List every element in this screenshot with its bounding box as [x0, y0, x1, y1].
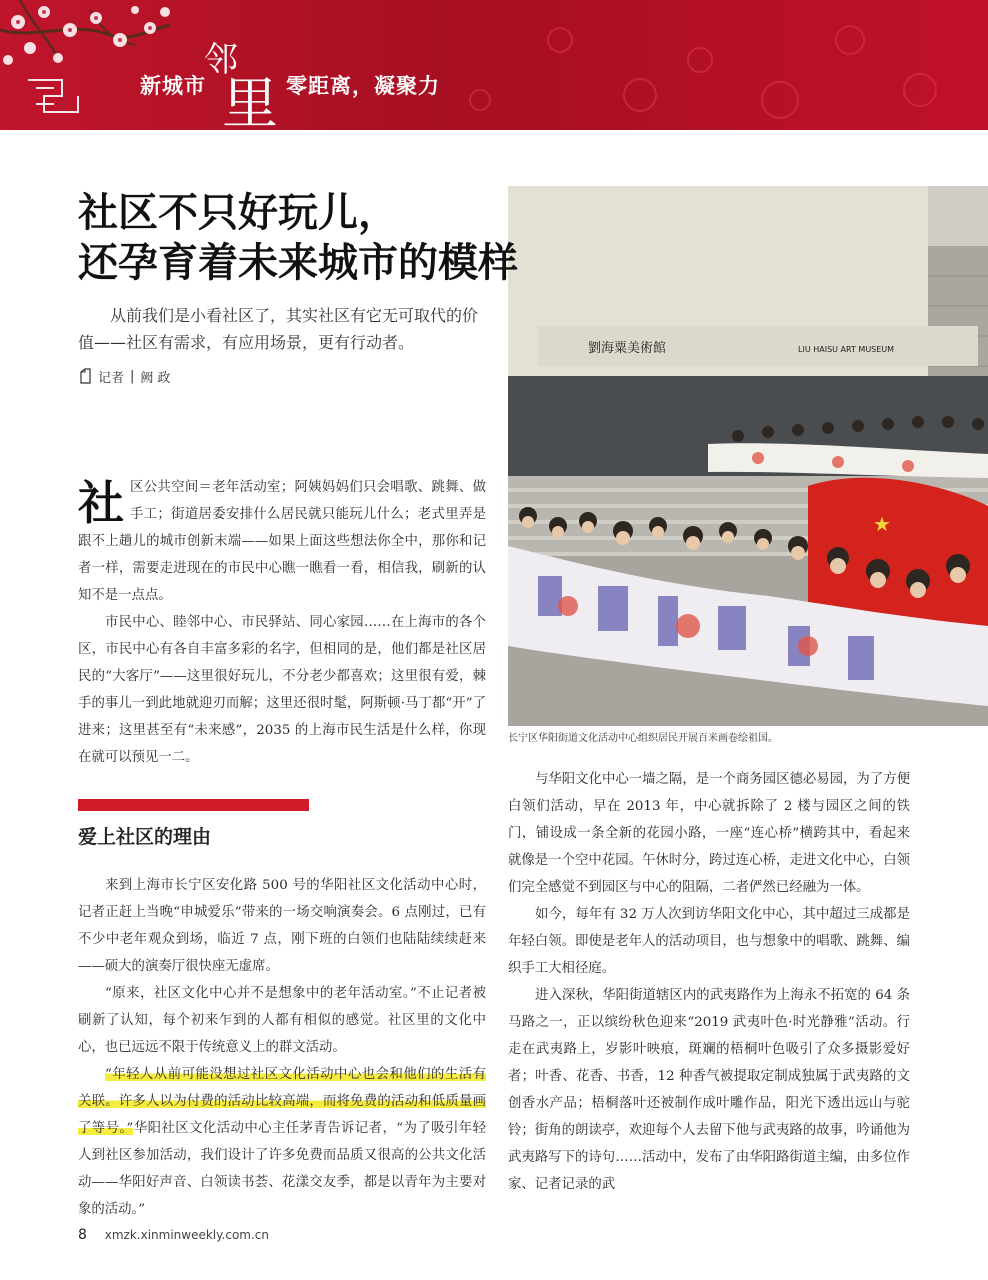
dropcap: 社 [78, 476, 124, 530]
byline-name: 阙 政 [140, 370, 171, 386]
highlighted-quote: “年轻人从前可能没想过社区文化活动中心也会和他们的生活有关联。许多人以为付费的活动比较高端，而将免费的活动和低质量画了等号。” [78, 1067, 486, 1136]
banner-char-2: 里 [222, 72, 278, 130]
headline-line-1: 社区不只好玩儿， [78, 190, 398, 236]
paragraph-1 [78, 474, 486, 609]
photo-caption: 长宁区华阳街道文化活动中心组织居民开展百米画卷绘祖国。 [508, 733, 778, 744]
footer-url: xmzk.xinminweekly.com.cn [104, 1228, 269, 1242]
headline-line-2: 还孕育着未来城市的模样 [78, 240, 518, 286]
paragraph-8: 进入深秋，华阳街道辖区内的武夷路作为上海永不拓宽的 64 条马路之一，正以缤纷秋色迎来“2019 武夷叶色·时光静雅”活动。行走在武夷路上，岁影叶映痕，斑斓的梧桐叶色吸引了众多摄影爱好者；叶香、花香、书香，12 种香气被提取定制成独属于武夷路的文创香水产品；梧桐落叶还被制作成叶雕作品，阳光下透出远山与驼铃；街角的朗读亭，欢迎每个人去留下他与武夷路的故事，吟诵他为武夷路写下的诗句……活动中，发布了由华阳路街道主编，由多位作家、记者记录的武 [508, 988, 910, 1192]
page-footer [78, 1227, 269, 1243]
paragraph-5 [78, 1061, 486, 1223]
paragraph-2: 市民中心、睦邻中心、市民驿站、同心家园……在上海市的各个区，市民中心有各自丰富多彩的名字，但相同的是，他们都是社区居民的“大客厅”——这里很好玩儿，不分老少都喜欢；这里很有爱，棘手的事儿一到此地就迎刃而解；这里还很时髦，阿斯顿·马丁都“开”了进来；这里甚至有“未来感”，2035 的上海市民生活是什么样，你现在就可以预见一二。 [78, 615, 486, 765]
byline-label: 记者 [98, 370, 125, 386]
article-body-right [508, 766, 910, 1198]
section-rule [78, 799, 309, 811]
page-number: 8 [78, 1227, 87, 1243]
paragraph-7: 如今，每年有 32 万人次到访华阳文化中心，其中超过三成都是年轻白领。即使是老年人的活动项目，也与想象中的唱歌、跳舞、编织手工大相径庭。 [508, 907, 910, 976]
article-body-left-top [78, 474, 486, 771]
banner-kicker-left: 新城市 [140, 74, 206, 98]
museum-crowd-photo [508, 186, 988, 726]
byline-separator: | [130, 368, 135, 384]
section-title: 爱上社区的理由 [78, 826, 212, 848]
paragraph-1-text: 区公共空间＝老年活动室；阿姨妈妈们只会唱歌、跳舞、做手工；街道居委安排什么居民就只能玩儿什么；老式里弄是跟不上趟儿的城市创新末端——如果上面这些想法你全中，那你和记者一样，需要走进现在的市民中心瞧一瞧看一看，相信我，刷新的认知不是一点点。 [78, 480, 486, 603]
banner-kicker-characters [198, 32, 278, 130]
museum-sign-cn: 劉海粟美術館 [588, 341, 667, 356]
museum-sign-en: LIU HAISU ART MUSEUM [798, 345, 895, 354]
banner-char-1: 邻 [204, 40, 238, 80]
paragraph-4: “原来，社区文化中心并不是想象中的老年活动室。”不止记者被刷新了认知，每个初来乍到的人都有相似的感觉。社区里的文化中心，也已远远不限于传统意义上的群文活动。 [78, 986, 486, 1055]
article-photo [508, 186, 988, 726]
article-dek: 从前我们是小看社区了，其实社区有它无可取代的价值——社区有需求，有应用场景，更有行动者。 [78, 306, 479, 352]
paragraph-3: 来到上海市长宁区安化路 500 号的华阳社区文化活动中心时，记者正赶上当晚“申城爱乐”带来的一场交响演奏会。6 点刚过，已有不少中老年观众到场，临近 7 点，刚下班的白领们也陆陆续续赶来——硕大的演奏厅很快座无虚席。 [78, 878, 486, 974]
section-banner [0, 0, 988, 130]
article-body-left-bottom [78, 872, 486, 1223]
article-headline [78, 188, 518, 288]
pen-icon [78, 368, 92, 384]
byline [78, 366, 171, 386]
svg-text:★: ★ [873, 512, 891, 536]
paragraph-6: 与华阳文化中心一墙之隔，是一个商务园区德必易园，为了方便白领们活动，早在 2013 年，中心就拆除了 2 楼与园区之间的铁门，铺设成一条全新的花园小路，一座“连心桥”横跨其中，看起来就像是一个空中花园。午休时分，跨过连心桥，走进文化中心，白领们完全感觉不到园区与中心的阻隔，二者俨然已经融为一体。 [508, 772, 910, 895]
paragraph-5-text: 华阳社区文化活动中心主任茅青告诉记者，“为了吸引年轻人到社区参加活动，我们设计了许多免费而品质又很高的公共文化活动——华阳好声音、白领读书荟、花漾交友季，都是以青年为主要对象的活动。” [78, 1121, 486, 1217]
plum-blossom-decoration [0, 0, 988, 130]
banner-kicker-right: 零距离，凝聚力 [286, 74, 440, 98]
